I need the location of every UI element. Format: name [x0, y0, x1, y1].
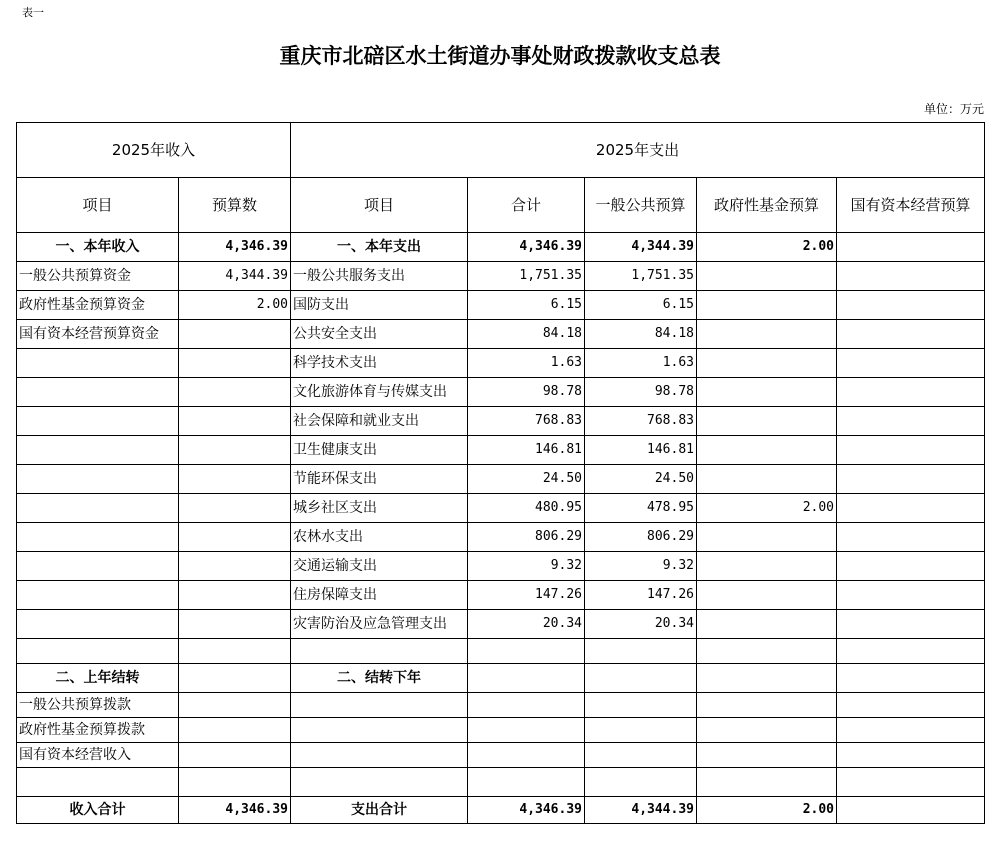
col-gov-fund-budget: 政府性基金预算 — [697, 178, 837, 233]
row-expense-label: 一般公共服务支出 — [291, 262, 468, 291]
row-income-label — [17, 581, 179, 610]
section1-row — [17, 233, 985, 262]
totals-general: 4,344.39 — [585, 797, 697, 824]
section1-general: 4,344.39 — [585, 233, 697, 262]
page-title: 重庆市北碚区水土街道办事处财政拨款收支总表 — [279, 43, 721, 68]
blank-cell — [837, 693, 985, 718]
row-expense-label: 卫生健康支出 — [291, 436, 468, 465]
row-capital — [837, 494, 985, 523]
section1-capital — [837, 233, 985, 262]
row-expense-label: 公共安全支出 — [291, 320, 468, 349]
blank-cell — [291, 639, 468, 664]
blank-cell — [291, 743, 468, 768]
blank-cell — [585, 743, 697, 768]
row-expense-label: 住房保障支出 — [291, 581, 468, 610]
column-header-row — [17, 178, 985, 233]
row-general: 768.83 — [585, 407, 697, 436]
row-income-label — [17, 378, 179, 407]
row-general: 24.50 — [585, 465, 697, 494]
row-total: 20.34 — [468, 610, 585, 639]
row-total: 84.18 — [468, 320, 585, 349]
budget-summary-table — [16, 122, 985, 824]
table-row — [17, 349, 985, 378]
blank-cell — [697, 664, 837, 693]
row-income-value — [179, 581, 291, 610]
row-income-label — [17, 465, 179, 494]
section1-expense-label: 一、本年支出 — [291, 233, 468, 262]
section1-fund: 2.00 — [697, 233, 837, 262]
row-general: 147.26 — [585, 581, 697, 610]
row-fund — [697, 291, 837, 320]
blank-cell — [697, 743, 837, 768]
row-income-label — [17, 436, 179, 465]
row-fund — [697, 581, 837, 610]
row-expense-label: 文化旅游体育与传媒支出 — [291, 378, 468, 407]
blank-cell — [17, 639, 179, 664]
row-expense-label: 节能环保支出 — [291, 465, 468, 494]
section2-income-label: 二、上年结转 — [17, 664, 179, 693]
blank-cell — [585, 768, 697, 797]
table-row — [17, 552, 985, 581]
row-income-label — [17, 610, 179, 639]
row-capital — [837, 291, 985, 320]
section2-expense-label: 二、结转下年 — [291, 664, 468, 693]
section2-income-item: 一般公共预算拨款 — [17, 693, 179, 718]
table-row — [17, 320, 985, 349]
blank-cell — [837, 664, 985, 693]
table-row — [17, 693, 985, 718]
table-row — [17, 494, 985, 523]
section1-income-value: 4,346.39 — [179, 233, 291, 262]
blank-cell — [697, 639, 837, 664]
table-row — [17, 743, 985, 768]
blank-cell — [468, 664, 585, 693]
blank-cell — [179, 743, 291, 768]
group-header-row — [17, 123, 985, 178]
blank-cell — [179, 718, 291, 743]
blank-cell — [585, 639, 697, 664]
document-tag: 表一 — [22, 6, 44, 19]
section2-income-item: 国有资本经营收入 — [17, 743, 179, 768]
row-capital — [837, 610, 985, 639]
blank-cell — [697, 768, 837, 797]
blank-cell — [468, 743, 585, 768]
blank-cell — [291, 768, 468, 797]
income-group-header: 2025年收入 — [17, 123, 291, 178]
row-fund — [697, 523, 837, 552]
row-capital — [837, 581, 985, 610]
col-general-budget: 一般公共预算 — [585, 178, 697, 233]
blank-cell — [468, 718, 585, 743]
col-total: 合计 — [468, 178, 585, 233]
blank-cell — [697, 693, 837, 718]
blank-cell — [837, 639, 985, 664]
table-row — [17, 262, 985, 291]
row-fund — [697, 465, 837, 494]
row-income-label — [17, 349, 179, 378]
row-fund — [697, 349, 837, 378]
row-income-value — [179, 378, 291, 407]
row-general: 1,751.35 — [585, 262, 697, 291]
row-expense-label: 社会保障和就业支出 — [291, 407, 468, 436]
col-state-capital-budget: 国有资本经营预算 — [837, 178, 985, 233]
blank-cell — [697, 718, 837, 743]
table-row — [17, 610, 985, 639]
row-expense-label: 国防支出 — [291, 291, 468, 320]
row-general: 9.32 — [585, 552, 697, 581]
row-expense-label: 农林水支出 — [291, 523, 468, 552]
blank-row — [17, 639, 985, 664]
row-income-label — [17, 407, 179, 436]
row-fund: 2.00 — [697, 494, 837, 523]
blank-cell — [179, 639, 291, 664]
row-total: 24.50 — [468, 465, 585, 494]
row-income-value — [179, 407, 291, 436]
blank-cell — [837, 743, 985, 768]
row-expense-label: 城乡社区支出 — [291, 494, 468, 523]
row-capital — [837, 436, 985, 465]
row-total: 1,751.35 — [468, 262, 585, 291]
row-income-value — [179, 552, 291, 581]
table-row — [17, 718, 985, 743]
row-general: 98.78 — [585, 378, 697, 407]
blank-cell — [468, 768, 585, 797]
totals-income-label: 收入合计 — [17, 797, 179, 824]
row-total: 9.32 — [468, 552, 585, 581]
blank-cell — [17, 768, 179, 797]
blank-cell — [291, 718, 468, 743]
col-income-item: 项目 — [17, 178, 179, 233]
row-income-value — [179, 494, 291, 523]
totals-capital — [837, 797, 985, 824]
blank-cell — [179, 664, 291, 693]
blank-cell — [585, 718, 697, 743]
row-capital — [837, 262, 985, 291]
row-fund — [697, 378, 837, 407]
col-income-budget: 预算数 — [179, 178, 291, 233]
row-income-label: 国有资本经营预算资金 — [17, 320, 179, 349]
blank-cell — [585, 693, 697, 718]
row-income-label: 政府性基金预算资金 — [17, 291, 179, 320]
row-total: 480.95 — [468, 494, 585, 523]
row-total: 147.26 — [468, 581, 585, 610]
row-capital — [837, 552, 985, 581]
totals-expense-label: 支出合计 — [291, 797, 468, 824]
section2-income-item: 政府性基金预算拨款 — [17, 718, 179, 743]
row-income-value — [179, 320, 291, 349]
row-income-value — [179, 465, 291, 494]
row-general: 6.15 — [585, 291, 697, 320]
totals-row — [17, 797, 985, 824]
row-capital — [837, 378, 985, 407]
row-income-value — [179, 523, 291, 552]
blank-cell — [837, 768, 985, 797]
row-income-label — [17, 552, 179, 581]
section1-total: 4,346.39 — [468, 233, 585, 262]
row-expense-label: 交通运输支出 — [291, 552, 468, 581]
table-row — [17, 581, 985, 610]
row-total: 768.83 — [468, 407, 585, 436]
unit-label: 单位：万元 — [923, 102, 984, 116]
blank-cell — [468, 693, 585, 718]
row-income-label: 一般公共预算资金 — [17, 262, 179, 291]
col-expense-item: 项目 — [291, 178, 468, 233]
totals-fund: 2.00 — [697, 797, 837, 824]
blank-cell — [468, 639, 585, 664]
row-general: 84.18 — [585, 320, 697, 349]
row-capital — [837, 349, 985, 378]
row-general: 478.95 — [585, 494, 697, 523]
row-expense-label: 科学技术支出 — [291, 349, 468, 378]
section1-income-label: 一、本年收入 — [17, 233, 179, 262]
row-income-label — [17, 494, 179, 523]
row-income-value: 4,344.39 — [179, 262, 291, 291]
blank-cell — [585, 664, 697, 693]
row-income-value — [179, 610, 291, 639]
table-row — [17, 436, 985, 465]
row-fund — [697, 320, 837, 349]
totals-total: 4,346.39 — [468, 797, 585, 824]
row-general: 1.63 — [585, 349, 697, 378]
row-fund — [697, 436, 837, 465]
row-income-label — [17, 523, 179, 552]
row-total: 146.81 — [468, 436, 585, 465]
row-capital — [837, 523, 985, 552]
row-total: 1.63 — [468, 349, 585, 378]
row-total: 98.78 — [468, 378, 585, 407]
table-row — [17, 407, 985, 436]
row-general: 806.29 — [585, 523, 697, 552]
table-row — [17, 465, 985, 494]
row-general: 146.81 — [585, 436, 697, 465]
expense-group-header: 2025年支出 — [291, 123, 985, 178]
table-row — [17, 523, 985, 552]
row-income-value — [179, 349, 291, 378]
blank-cell — [291, 693, 468, 718]
row-income-value: 2.00 — [179, 291, 291, 320]
row-total: 6.15 — [468, 291, 585, 320]
row-fund — [697, 407, 837, 436]
totals-income-value: 4,346.39 — [179, 797, 291, 824]
row-expense-label: 灾害防治及应急管理支出 — [291, 610, 468, 639]
row-capital — [837, 320, 985, 349]
row-total: 806.29 — [468, 523, 585, 552]
blank-cell — [179, 768, 291, 797]
row-fund — [697, 610, 837, 639]
blank-cell — [179, 693, 291, 718]
section2-row — [17, 664, 985, 693]
row-general: 20.34 — [585, 610, 697, 639]
row-capital — [837, 407, 985, 436]
row-fund — [697, 552, 837, 581]
blank-cell — [837, 718, 985, 743]
row-capital — [837, 465, 985, 494]
blank-row — [17, 768, 985, 797]
table-row — [17, 378, 985, 407]
row-income-value — [179, 436, 291, 465]
table-row — [17, 291, 985, 320]
row-fund — [697, 262, 837, 291]
